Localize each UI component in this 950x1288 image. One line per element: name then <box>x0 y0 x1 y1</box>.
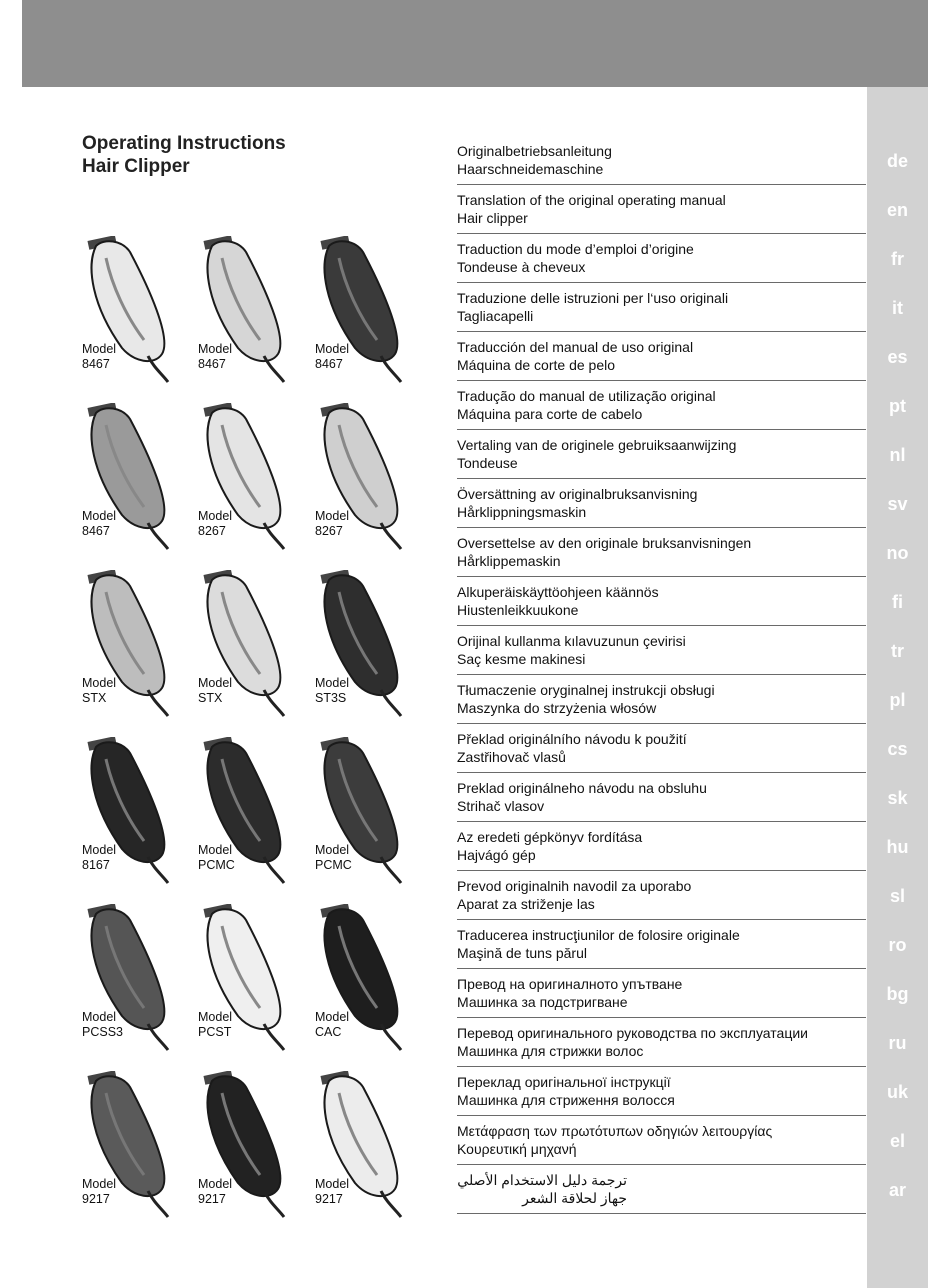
language-entry-no <box>457 528 866 577</box>
model-item <box>82 904 182 1072</box>
model-word: Model <box>82 1177 117 1191</box>
entry-subtitle: Máquina de corte de pelo <box>457 357 615 373</box>
model-number: PCSS3 <box>82 1025 123 1039</box>
language-entry-pl <box>457 675 866 724</box>
model-item <box>82 570 182 738</box>
language-code-ro: ro <box>888 935 907 955</box>
language-code-ar: ar <box>888 1180 906 1200</box>
model-label <box>198 843 235 873</box>
entry-title: Originalbetriebsanleitung <box>457 143 612 159</box>
entry-title: Превод на оригиналното упътване <box>457 976 683 992</box>
title-line-1: Operating Instructions <box>82 133 286 154</box>
model-word: Model <box>198 843 233 857</box>
entry-title: Tradução do manual de utilização original <box>457 388 716 404</box>
language-entry-fi <box>457 577 866 626</box>
language-code-no: no <box>886 543 909 563</box>
entry-subtitle: Hiustenleikkuukone <box>457 602 579 618</box>
entry-title: Переклад оригінальної інструкції <box>457 1074 671 1090</box>
model-label <box>82 843 116 873</box>
model-label <box>198 676 232 706</box>
entry-subtitle: Машинка для стрижки волос <box>457 1043 644 1059</box>
language-entry-hu <box>457 822 866 871</box>
model-item <box>315 737 415 905</box>
model-number: 8467 <box>82 524 110 538</box>
title-line-2: Hair Clipper <box>82 156 190 177</box>
model-item <box>82 1071 182 1239</box>
model-word: Model <box>315 676 350 690</box>
language-entry-es <box>457 332 866 381</box>
language-entry-uk <box>457 1067 866 1116</box>
entry-title: Oversettelse av den originale bruksanvisningen <box>457 535 752 551</box>
model-word: Model <box>198 676 233 690</box>
model-label <box>315 1177 349 1207</box>
model-word: Model <box>82 509 117 523</box>
model-word: Model <box>315 1177 350 1191</box>
entry-subtitle: Maşină de tuns părul <box>457 945 587 961</box>
entry-subtitle: Tagliacapelli <box>457 308 534 324</box>
model-label <box>82 1010 123 1040</box>
model-number: 8267 <box>198 524 226 538</box>
entry-title: Μετάφραση των πρωτότυπων οδηγιών λειτουργίας <box>457 1123 773 1139</box>
language-code-sk: sk <box>887 788 908 808</box>
language-code-en: en <box>886 200 908 220</box>
entry-subtitle: Haarschneidemaschine <box>457 161 604 177</box>
entry-title: Orijinal kullanma kılavuzunun çevirisi <box>457 633 686 649</box>
entry-subtitle: Maszynka do strzyżenia włosów <box>457 700 657 716</box>
model-label <box>198 1177 232 1207</box>
entry-subtitle: Машинка за подстригване <box>457 994 628 1010</box>
entry-subtitle: Zastřihovač vlasů <box>457 749 566 765</box>
model-label <box>315 509 349 539</box>
language-code-nl: nl <box>889 445 906 465</box>
language-code-ru: ru <box>888 1033 907 1053</box>
entry-subtitle: Tondeuse à cheveux <box>457 259 586 275</box>
language-entry-sl <box>457 871 866 920</box>
model-item <box>315 904 415 1072</box>
entry-subtitle: Κουρευτική μηχανή <box>457 1141 577 1157</box>
entry-title: Traduzione delle istruzioni per l‘uso originali <box>457 290 729 306</box>
language-entry-it <box>457 283 866 332</box>
model-label <box>82 676 116 706</box>
model-item <box>82 403 182 571</box>
model-word: Model <box>198 342 233 356</box>
model-word: Model <box>82 843 117 857</box>
language-entry-sv <box>457 479 866 528</box>
model-item <box>315 1071 415 1239</box>
model-word: Model <box>82 676 117 690</box>
language-code-sl: sl <box>889 886 905 906</box>
model-number: 9217 <box>198 1192 226 1206</box>
entry-subtitle: Машинка для стриження волосся <box>457 1092 675 1108</box>
model-word: Model <box>315 342 350 356</box>
model-label <box>198 509 232 539</box>
document-title <box>82 132 286 178</box>
model-number: 9217 <box>315 1192 343 1206</box>
model-number: 8267 <box>315 524 343 538</box>
entry-subtitle: Tondeuse <box>457 455 518 471</box>
entry-title: Vertaling van de originele gebruiksaanwijzing <box>457 437 737 453</box>
entry-title: Translation of the original operating manual <box>457 192 726 208</box>
entry-title: Översättning av originalbruksanvisning <box>457 486 698 502</box>
language-code-uk: uk <box>886 1082 908 1102</box>
model-label <box>82 342 116 372</box>
language-code-pl: pl <box>889 690 906 710</box>
model-item <box>198 403 298 571</box>
entry-title: Traducerea instrucţiunilor de folosire originale <box>457 927 740 943</box>
model-item <box>198 570 298 738</box>
entry-title: Alkuperäiskäyttöohjeen käännös <box>457 584 659 600</box>
language-entry-de <box>457 136 866 185</box>
model-number: STX <box>82 691 107 705</box>
entry-title: Traduction du mode d’emploi d’origine <box>457 241 694 257</box>
language-entry-el <box>457 1116 866 1165</box>
model-number: 8467 <box>198 357 226 371</box>
language-entry-pt <box>457 381 866 430</box>
entry-title: Preklad originálneho návodu na obsluhu <box>457 780 707 796</box>
model-label <box>198 342 232 372</box>
model-number: PCMC <box>198 858 235 872</box>
model-word: Model <box>315 509 350 523</box>
model-word: Model <box>315 1010 350 1024</box>
language-entry-tr <box>457 626 866 675</box>
model-number: CAC <box>315 1025 342 1039</box>
model-number: 8467 <box>82 357 110 371</box>
entry-subtitle: Hårklippningsmaskin <box>457 504 587 520</box>
model-number: 8467 <box>315 357 343 371</box>
entry-title: Перевод оригинального руководства по эксплуатации <box>457 1025 808 1041</box>
language-code-fi: fi <box>892 592 903 612</box>
language-code-de: de <box>886 151 908 171</box>
model-item <box>198 1071 298 1239</box>
model-number: 8167 <box>82 858 110 872</box>
entry-title: Prevod originalnih navodil za uporabo <box>457 878 692 894</box>
language-code-tr: tr <box>891 641 904 661</box>
language-code-hu: hu <box>886 837 909 857</box>
model-word: Model <box>82 1010 117 1024</box>
model-item <box>198 236 298 404</box>
language-entry-ro <box>457 920 866 969</box>
entry-title: Traducción del manual de uso original <box>457 339 694 355</box>
model-label <box>315 676 349 706</box>
entry-subtitle: Strihač vlasov <box>457 798 545 814</box>
language-code-pt: pt <box>889 396 906 416</box>
model-label <box>82 1177 116 1207</box>
entry-title: Tłumaczenie oryginalnej instrukcji obsługi <box>457 682 715 698</box>
model-word: Model <box>198 1177 233 1191</box>
language-entry-sk <box>457 773 866 822</box>
language-entry-nl <box>457 430 866 479</box>
entry-subtitle: Hajvágó gép <box>457 847 536 863</box>
model-number: 9217 <box>82 1192 110 1206</box>
language-code-it: it <box>892 298 903 318</box>
language-code-el: el <box>889 1131 905 1151</box>
entry-subtitle: Hårklippemaskin <box>457 553 561 569</box>
language-code-sv: sv <box>887 494 908 514</box>
language-code-cs: cs <box>887 739 908 759</box>
model-label <box>82 509 116 539</box>
entry-subtitle: Aparat za striženje las <box>457 896 595 912</box>
language-entry-fr <box>457 234 866 283</box>
model-word: Model <box>198 1010 233 1024</box>
entry-subtitle: Saç kesme makinesi <box>457 651 586 667</box>
model-number: PCST <box>198 1025 232 1039</box>
entry-subtitle: Hair clipper <box>457 210 528 226</box>
entry-title: Az eredeti gépkönyv fordítása <box>457 829 643 845</box>
model-item <box>82 737 182 905</box>
language-entry-ar <box>457 1165 866 1214</box>
model-item <box>198 737 298 905</box>
entry-title: Překlad originálního návodu k použití <box>457 731 687 747</box>
language-code-fr: fr <box>891 249 904 269</box>
model-label <box>315 843 352 873</box>
model-word: Model <box>315 843 350 857</box>
model-number: ST3S <box>315 691 347 705</box>
model-label <box>198 1010 232 1040</box>
model-item <box>315 570 415 738</box>
model-label <box>315 1010 349 1040</box>
language-entry-ru <box>457 1018 866 1067</box>
model-item <box>198 904 298 1072</box>
language-entry-cs <box>457 724 866 773</box>
model-item <box>315 403 415 571</box>
model-label <box>315 342 349 372</box>
language-code-es: es <box>887 347 908 367</box>
entry-subtitle: Máquina para corte de cabelo <box>457 406 643 422</box>
model-number: PCMC <box>315 858 352 872</box>
header-band <box>22 0 928 87</box>
model-number: STX <box>198 691 223 705</box>
model-word: Model <box>82 342 117 356</box>
language-code-bg: bg <box>886 984 909 1004</box>
language-entry-bg <box>457 969 866 1018</box>
model-item <box>82 236 182 404</box>
language-entry-en <box>457 185 866 234</box>
model-item <box>315 236 415 404</box>
language-list <box>457 136 866 1214</box>
model-word: Model <box>198 509 233 523</box>
entry-title: ترجمة دليل الاستخدام الأصلي <box>457 1172 627 1188</box>
entry-subtitle: جهاز لحلاقة الشعر <box>522 1190 627 1206</box>
